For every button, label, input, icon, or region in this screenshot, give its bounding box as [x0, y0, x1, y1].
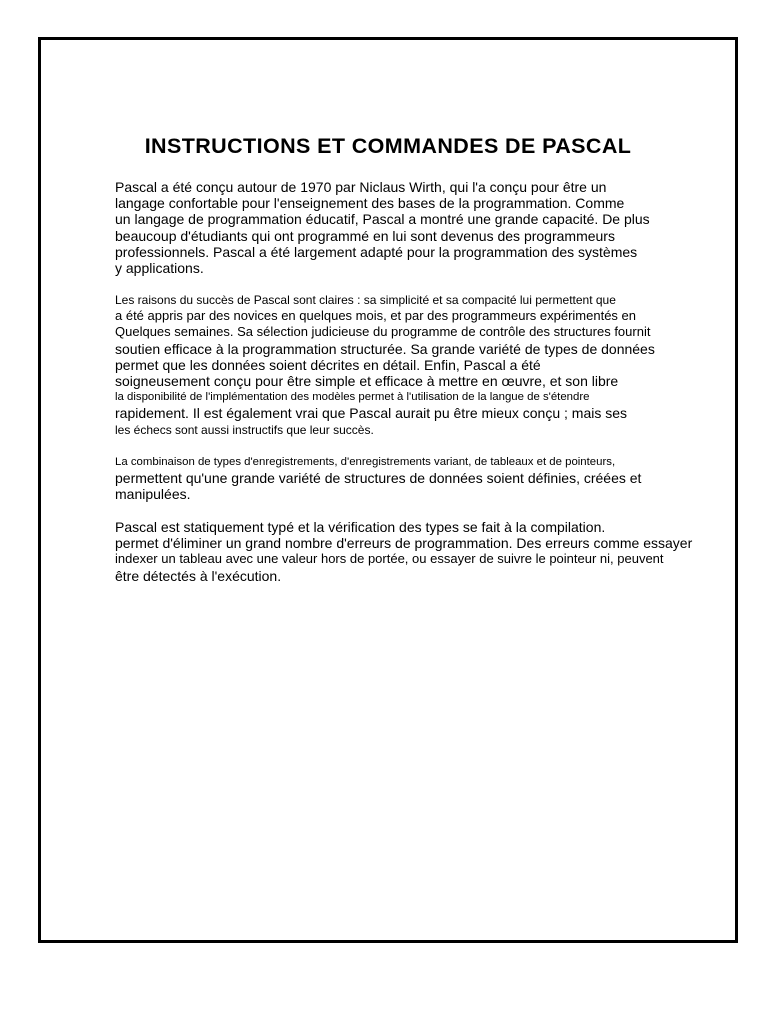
text-line: a été appris par des novices en quelques mois, et par des programmeurs expérimentés en [115, 308, 637, 324]
paragraph-intro [115, 179, 650, 276]
text-line: La combinaison de types d'enregistrements, d'enregistrements variant, de tableaux et de pointeurs, [115, 456, 616, 468]
document-title: INSTRUCTIONS ET COMMANDES DE PASCAL [144, 134, 632, 158]
text-line: les échecs sont aussi instructifs que leur succès. [115, 422, 374, 437]
text-line: langage confortable pour l'enseignement des bases de la programmation. Comme [115, 195, 625, 212]
text-line: professionnels. Pascal a été largement adapté pour la programmation des systèmes [115, 243, 638, 260]
text-line: la disponibilité de l'implémentation des modèles permet à l'utilisation de la langue de s'étendre [115, 391, 590, 404]
text-line: rapidement. Il est également vrai que Pascal aurait pu être mieux conçu ; mais ses [115, 405, 628, 422]
text-line: être détectés à l'exécution. [115, 567, 282, 584]
paragraph-success-reasons [115, 292, 655, 438]
text-line: y applications. [115, 260, 204, 277]
paragraph-static-typing [115, 519, 692, 584]
document-page [38, 37, 738, 943]
text-line: indexer un tableau avec une valeur hors de portée, ou essayer de suivre le pointeur ni, peuvent [115, 551, 664, 567]
text-line: Pascal a été conçu autour de 1970 par Niclaus Wirth, qui l'a conçu pour être un [115, 179, 607, 195]
paragraph-data-structures [115, 454, 641, 503]
text-line: beaucoup d'étudiants qui ont programmé en lui sont devenus des programmeurs [115, 227, 615, 244]
text-line: permet que les données soient décrites en détail. Enfin, Pascal a été [115, 356, 541, 373]
text-line: soutien efficace à la programmation structurée. Sa grande variété de types de données [115, 340, 655, 357]
text-line: permettent qu'une grande variété de structures de données soient définies, créées et [115, 470, 642, 487]
text-line: Les raisons du succès de Pascal sont claires : sa simplicité et sa compacité lui permettent que [115, 293, 616, 307]
text-line: soigneusement conçu pour être simple et efficace à mettre en œuvre, et son libre [115, 373, 619, 390]
text-line: Quelques semaines. Sa sélection judicieuse du programme de contrôle des structures fournit [115, 324, 651, 340]
text-line: permet d'éliminer un grand nombre d'erreurs de programmation. Des erreurs comme essayer [115, 535, 693, 552]
text-line: un langage de programmation éducatif, Pascal a montré une grande capacité. De plus [115, 211, 650, 228]
text-line: Pascal est statiquement typé et la vérification des types se fait à la compilation. [115, 519, 606, 535]
text-line: manipulées. [115, 486, 191, 503]
